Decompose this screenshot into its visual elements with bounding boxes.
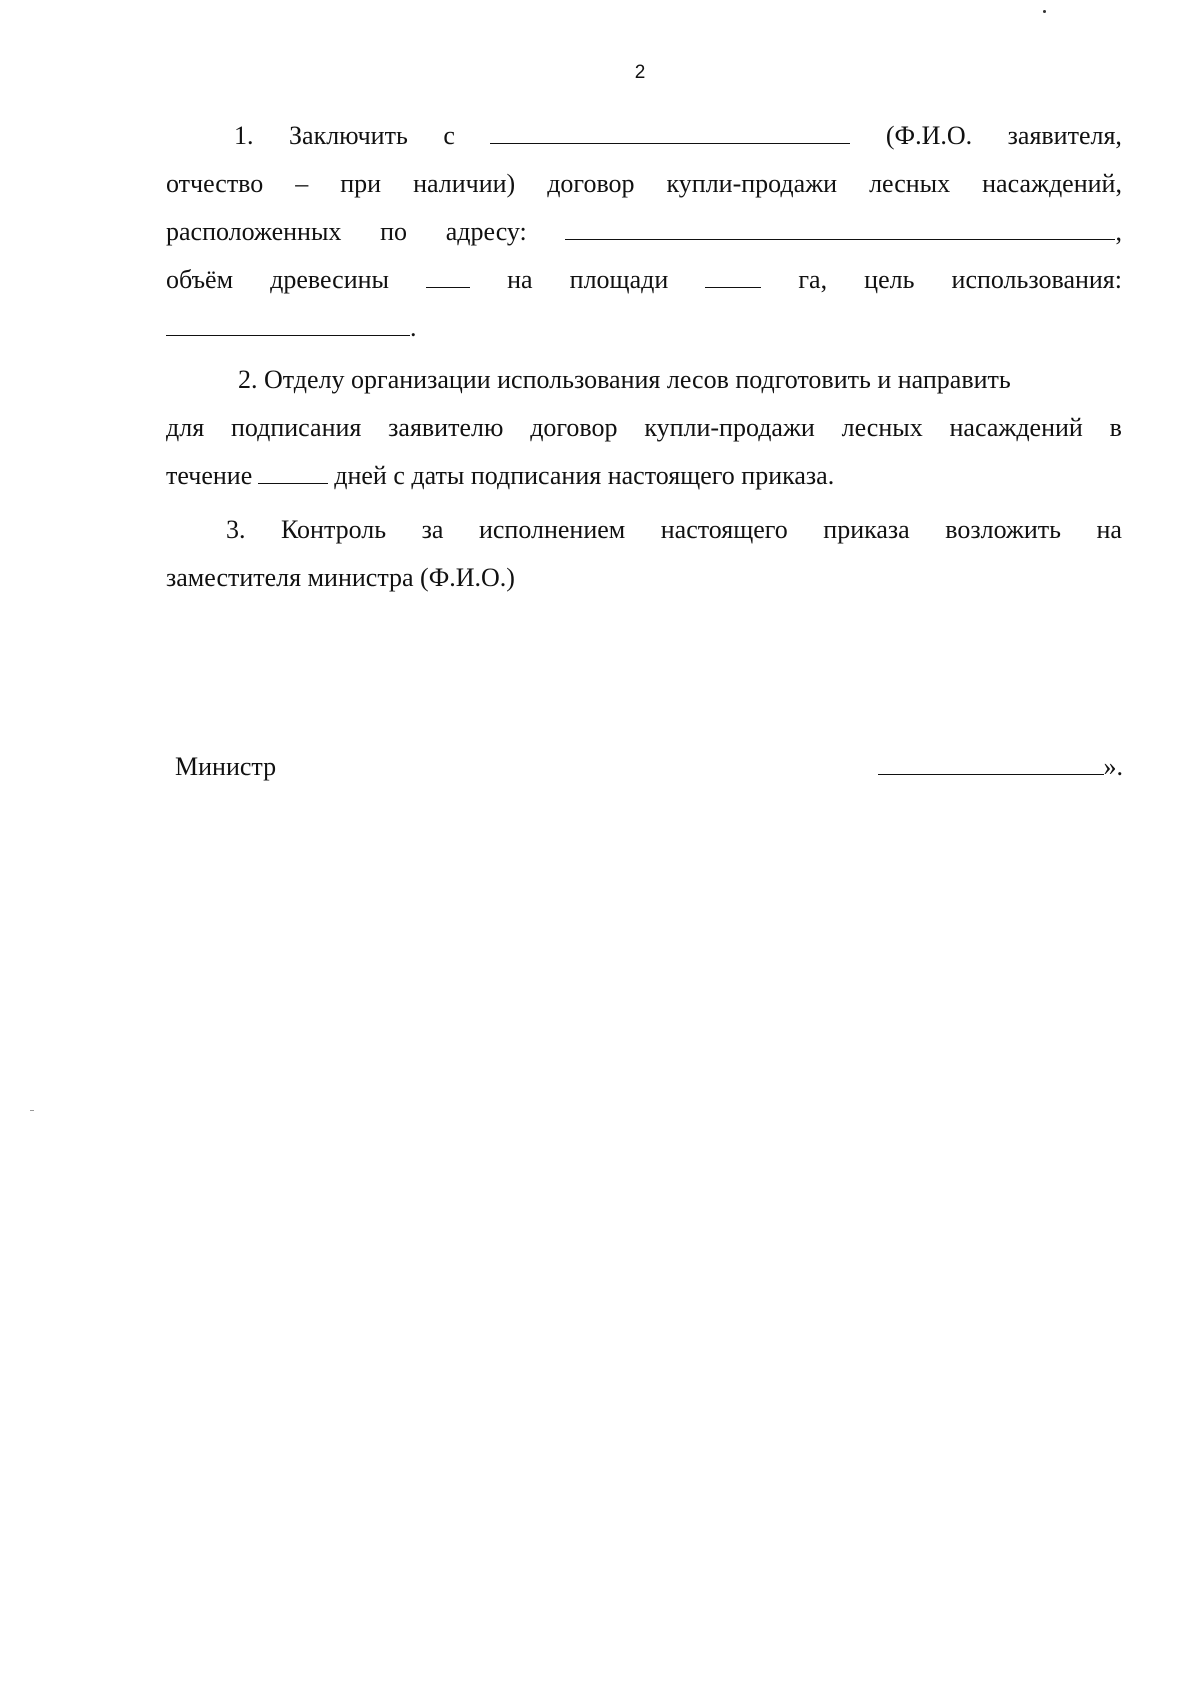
word: насаждений xyxy=(949,413,1083,442)
scan-speck xyxy=(1043,10,1046,13)
word: объём xyxy=(166,265,234,294)
page-number: 2 xyxy=(634,62,646,83)
word: на xyxy=(507,265,533,294)
word: заявителя, xyxy=(1007,121,1122,150)
address-field xyxy=(565,208,1122,256)
word: насаждений, xyxy=(982,169,1122,198)
word: древесины xyxy=(270,265,390,294)
word: цель xyxy=(864,265,915,294)
purpose-blank xyxy=(166,309,410,336)
scan-edge-mark xyxy=(30,1110,34,1111)
address-blank xyxy=(565,213,1115,240)
item-3-paragraph xyxy=(166,506,1122,602)
days-blank xyxy=(258,457,328,484)
word: при xyxy=(340,169,382,198)
word: площади xyxy=(569,265,669,294)
word: в xyxy=(1109,413,1122,442)
period: . xyxy=(410,313,417,342)
word: заявителю xyxy=(388,413,504,442)
word: купли-продажи xyxy=(666,169,838,198)
item-3-line-1 xyxy=(166,506,1122,554)
item-1-line-2 xyxy=(166,160,1122,208)
word: 3. xyxy=(226,515,246,544)
signature-block xyxy=(175,748,1123,782)
word: расположенных xyxy=(166,217,342,246)
item-1-line-1 xyxy=(166,112,1122,160)
word: Заключить xyxy=(289,121,408,150)
item-1-line-4 xyxy=(166,256,1122,304)
item-2-paragraph xyxy=(166,356,1122,500)
word: исполнением xyxy=(478,515,626,544)
word: договор xyxy=(530,413,618,442)
item-2-line-2 xyxy=(166,404,1122,452)
item-1-line-5 xyxy=(166,304,1122,352)
item-3-line-2 xyxy=(166,554,1122,602)
closing-quote: ». xyxy=(1103,752,1123,781)
item-2-tail: дней с даты подписания настоящего приказа. xyxy=(334,461,835,490)
item-2-text: 2. Отделу организации использования лесов подготовить и направить xyxy=(238,365,1011,394)
comma: , xyxy=(1115,217,1122,246)
word: на xyxy=(1096,515,1122,544)
word: настоящего xyxy=(660,515,788,544)
word: подписания xyxy=(230,413,362,442)
word: отчество xyxy=(166,169,264,198)
item-1-line-3 xyxy=(166,208,1122,256)
word: течение xyxy=(166,461,253,490)
word: возложить xyxy=(945,515,1062,544)
word: (Ф.И.О. xyxy=(885,121,973,150)
signature-blank xyxy=(878,748,1104,775)
wood-volume-blank xyxy=(426,261,470,288)
word: наличии) xyxy=(413,169,516,198)
word: за xyxy=(421,515,444,544)
word: га, xyxy=(798,265,828,294)
word: Контроль xyxy=(281,515,387,544)
word: лесных xyxy=(869,169,951,198)
word: договор xyxy=(547,169,635,198)
signatory-title: Министр xyxy=(175,752,277,781)
word: с xyxy=(443,121,455,150)
item-2-line-3 xyxy=(166,452,1122,500)
item-3-tail: заместителя министра (Ф.И.О.) xyxy=(166,563,515,592)
word: адресу: xyxy=(445,217,527,246)
word: – xyxy=(295,169,309,198)
item-1-paragraph xyxy=(166,112,1122,352)
signature-field xyxy=(878,748,1124,782)
word: по xyxy=(380,217,408,246)
word: приказа xyxy=(823,515,910,544)
word: для xyxy=(166,413,205,442)
item-2-line-1 xyxy=(166,356,1122,404)
applicant-name-blank xyxy=(490,117,850,144)
area-blank xyxy=(705,261,761,288)
word: купли-продажи xyxy=(644,413,815,442)
word: использования: xyxy=(951,265,1122,294)
word: лесных xyxy=(841,413,923,442)
item-1-number: 1. xyxy=(234,121,254,150)
